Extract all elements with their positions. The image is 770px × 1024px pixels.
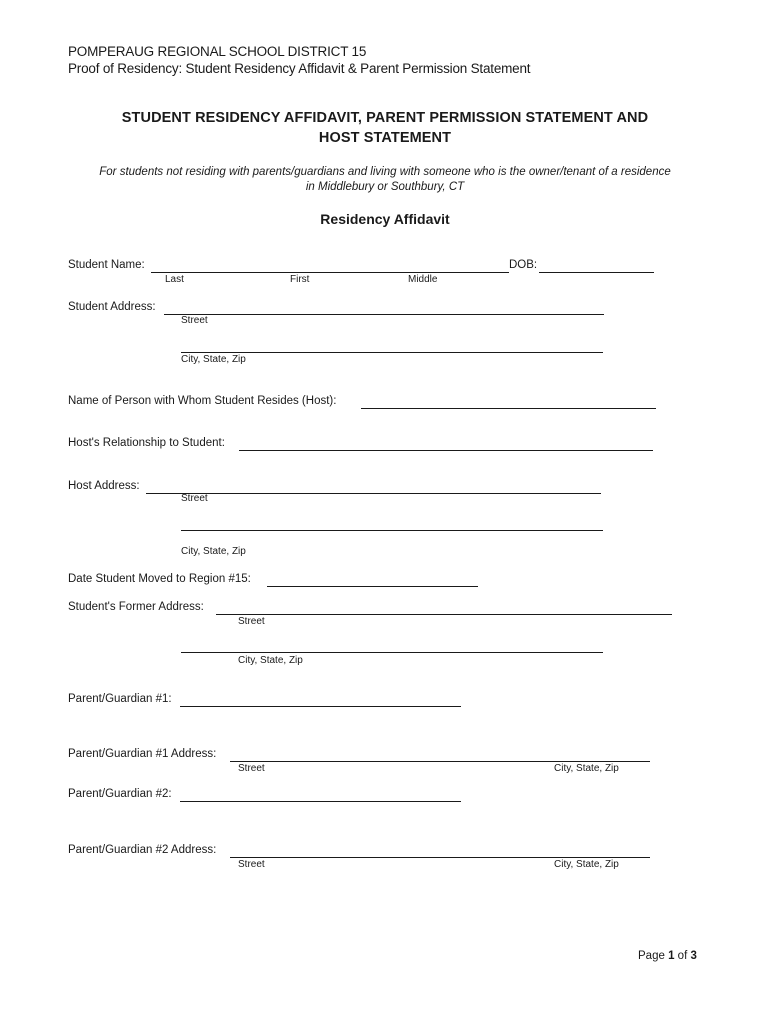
intro-line2: in Middlebury or Southbury, CT xyxy=(305,181,465,193)
former-address-city-caption: City, State, Zip xyxy=(238,655,303,666)
parent1-label: Parent/Guardian #1: xyxy=(68,693,172,705)
student-name-label: Student Name: xyxy=(68,259,145,271)
parent2-address-city-caption: City, State, Zip xyxy=(554,859,619,870)
former-address-street-caption: Street xyxy=(238,616,265,627)
date-moved-label: Date Student Moved to Region #15: xyxy=(68,573,251,585)
parent1-field[interactable] xyxy=(180,706,461,707)
document-subtitle: Proof of Residency: Student Residency Affidavit & Parent Permission Statement xyxy=(68,61,531,76)
former-address-city-field[interactable] xyxy=(181,652,603,653)
student-address-city-caption: City, State, Zip xyxy=(181,354,246,365)
student-address-street-caption: Street xyxy=(181,315,208,326)
page-word: Page xyxy=(638,950,665,962)
date-moved-field[interactable] xyxy=(267,586,478,587)
document-title-line1: STUDENT RESIDENCY AFFIDAVIT, PARENT PERMISSION STATEMENT AND xyxy=(121,110,649,126)
host-relationship-label: Host's Relationship to Student: xyxy=(68,437,225,449)
student-name-field[interactable] xyxy=(151,272,509,273)
parent1-address-field[interactable] xyxy=(230,761,650,762)
parent1-address-label: Parent/Guardian #1 Address: xyxy=(68,748,217,760)
section-title: Residency Affidavit xyxy=(320,211,450,227)
dob-label: DOB: xyxy=(509,259,538,271)
page-number xyxy=(638,950,697,962)
dob-field[interactable] xyxy=(539,272,654,273)
parent1-address-city-caption: City, State, Zip xyxy=(554,763,619,774)
district-name: POMPERAUG REGIONAL SCHOOL DISTRICT 15 xyxy=(68,44,367,59)
parent2-address-field[interactable] xyxy=(230,857,650,858)
of-word: of xyxy=(677,950,688,962)
host-address-city-field[interactable] xyxy=(181,530,603,531)
student-address-street-field[interactable] xyxy=(164,314,604,315)
document-title-line2: HOST STATEMENT xyxy=(318,130,452,146)
page-current: 1 xyxy=(668,950,675,962)
student-address-label: Student Address: xyxy=(68,301,156,313)
former-address-label: Student's Former Address: xyxy=(68,601,204,613)
page-total: 3 xyxy=(690,950,697,962)
intro-line1: For students not residing with parents/guardians and living with someone who is the owner/tenant of a residence xyxy=(99,166,671,178)
parent2-address-label: Parent/Guardian #2 Address: xyxy=(68,844,217,856)
parent2-address-street-caption: Street xyxy=(238,859,265,870)
host-name-label: Name of Person with Whom Student Resides (Host): xyxy=(68,395,337,407)
host-name-field[interactable] xyxy=(361,408,656,409)
host-address-city-caption: City, State, Zip xyxy=(181,546,246,557)
middle-name-caption: Middle xyxy=(408,274,438,285)
host-address-label: Host Address: xyxy=(68,480,140,492)
student-address-city-field[interactable] xyxy=(181,352,603,353)
first-name-caption: First xyxy=(290,274,310,285)
host-address-street-field[interactable] xyxy=(146,493,601,494)
former-address-street-field[interactable] xyxy=(216,614,672,615)
host-address-street-caption: Street xyxy=(181,493,208,504)
parent2-field[interactable] xyxy=(180,801,461,802)
last-name-caption: Last xyxy=(165,274,184,285)
host-relationship-field[interactable] xyxy=(239,450,653,451)
parent1-address-street-caption: Street xyxy=(238,763,265,774)
parent2-label: Parent/Guardian #2: xyxy=(68,788,172,800)
